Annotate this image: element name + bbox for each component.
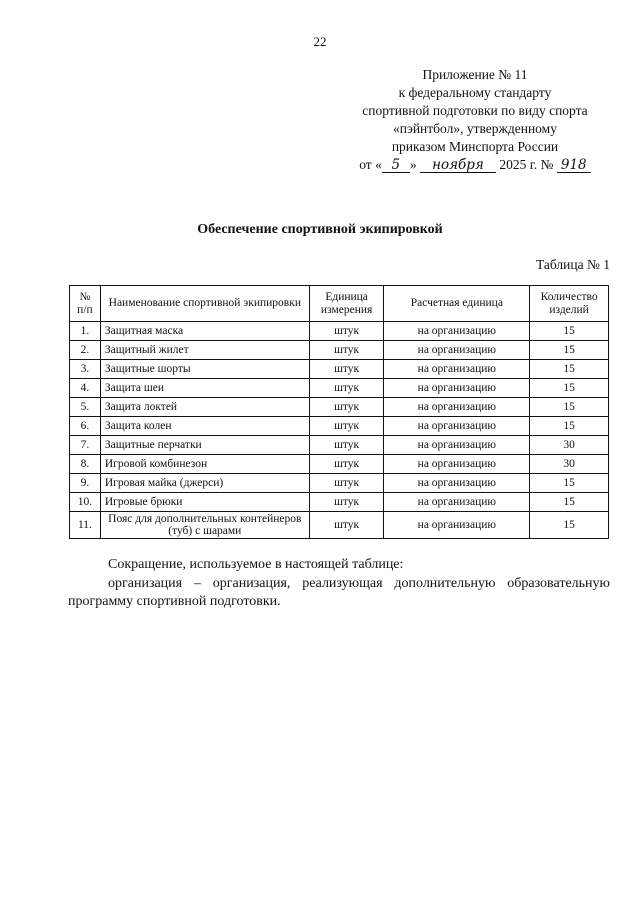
cell-name: Защитные перчатки [100,436,309,455]
cell-calc-unit: на организацию [384,455,530,474]
cell-quantity: 15 [530,341,609,360]
cell-quantity: 30 [530,436,609,455]
handwritten-day: 5 [382,158,410,173]
cell-calc-unit: на организацию [384,341,530,360]
header-number: № п/п [70,286,101,322]
table-row [70,417,609,436]
cell-quantity: 30 [530,455,609,474]
cell-quantity: 15 [530,474,609,493]
appendix-line: Приложение № 11 [422,67,528,82]
appendix-line: приказом Минспорта России [391,139,559,154]
cell-quantity: 15 [530,360,609,379]
cell-number: 11. [70,512,101,539]
cell-unit: штук [309,436,384,455]
table-row [70,360,609,379]
cell-quantity: 15 [530,493,609,512]
appendix-line: спортивной подготовки по виду спорта [362,103,588,118]
table-header-row [70,286,609,322]
appendix-line: «пэйнтбол», утвержденному [393,121,557,136]
table-label: Таблица № 1 [536,257,610,272]
cell-calc-unit: на организацию [384,360,530,379]
cell-number: 6. [70,417,101,436]
cell-name: Игровая майка (джерси) [100,474,309,493]
header-calc-unit: Расчетная единица [384,286,530,322]
cell-unit: штук [309,512,384,539]
cell-calc-unit: на организацию [384,322,530,341]
cell-name: Защитные шорты [100,360,309,379]
table-row [70,474,609,493]
cell-calc-unit: на организацию [384,436,530,455]
cell-number: 1. [70,322,101,341]
cell-number: 8. [70,455,101,474]
cell-name: Защитная маска [100,322,309,341]
cell-name: Игровые брюки [100,493,309,512]
cell-number: 3. [70,360,101,379]
cell-calc-unit: на организацию [384,417,530,436]
table-row [70,493,609,512]
cell-unit: штук [309,493,384,512]
cell-number: 4. [70,379,101,398]
cell-number: 7. [70,436,101,455]
cell-calc-unit: на организацию [384,493,530,512]
date-mid: » [409,157,417,172]
table-row [70,341,609,360]
cell-unit: штук [309,360,384,379]
cell-quantity: 15 [530,398,609,417]
document-title: Обеспечение спортивной экипировкой [197,222,443,237]
table-row [70,436,609,455]
cell-name: Пояс для дополнительных контейнеров (туб) с шарами [100,512,309,539]
table-row [70,379,609,398]
appendix-header [340,66,610,174]
cell-calc-unit: на организацию [384,512,530,539]
table-row [70,512,609,539]
cell-calc-unit: на организацию [384,474,530,493]
equipment-table [69,285,609,539]
handwritten-order-number: 918 [557,158,591,173]
note-title: Сокращение, используемое в настоящей таблице: [108,557,404,572]
table-row [70,322,609,341]
cell-unit: штук [309,417,384,436]
cell-calc-unit: на организацию [384,398,530,417]
cell-number: 10. [70,493,101,512]
cell-quantity: 15 [530,417,609,436]
cell-unit: штук [309,398,384,417]
cell-number: 9. [70,474,101,493]
cell-name: Защита шеи [100,379,309,398]
table-row [70,455,609,474]
note-body: организация – организация, реализующая дополнительную образовательную программу спортивной подготовки. [68,576,610,609]
header-name: Наименование спортивной экипировки [100,286,309,322]
cell-quantity: 15 [530,322,609,341]
date-prefix: от « [359,157,382,172]
cell-quantity: 15 [530,379,609,398]
order-date-line [340,156,610,174]
cell-unit: штук [309,322,384,341]
cell-number: 2. [70,341,101,360]
cell-quantity: 15 [530,512,609,539]
page-number: 22 [313,34,327,49]
cell-name: Защита колен [100,417,309,436]
handwritten-month: ноября [420,158,496,173]
cell-unit: штук [309,455,384,474]
cell-calc-unit: на организацию [384,379,530,398]
table-row [70,398,609,417]
date-year: 2025 г. № [499,157,554,172]
cell-unit: штук [309,341,384,360]
cell-number: 5. [70,398,101,417]
header-quantity: Количество изделий [530,286,609,322]
cell-unit: штук [309,379,384,398]
cell-unit: штук [309,474,384,493]
appendix-line: к федеральному стандарту [398,85,552,100]
header-unit: Единица измерения [309,286,384,322]
cell-name: Защита локтей [100,398,309,417]
cell-name: Защитный жилет [100,341,309,360]
cell-name: Игровой комбинезон [100,455,309,474]
